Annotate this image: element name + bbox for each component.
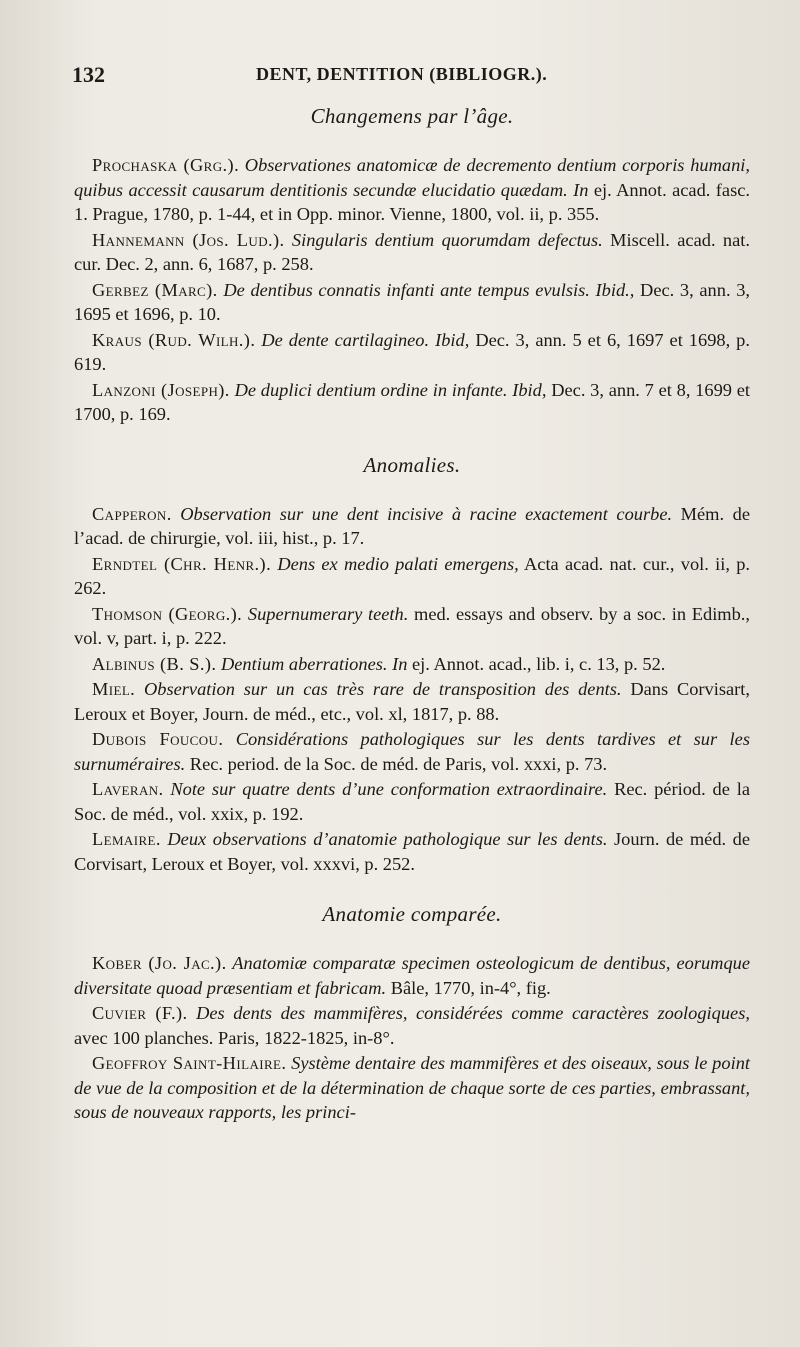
section-heading: Changemens par l’âge. xyxy=(310,104,514,128)
entry-title: Observation sur une dent incisive à racine exactement courbe. xyxy=(171,503,673,524)
page-header xyxy=(72,62,748,92)
entry-author: Dubois Foucou. xyxy=(92,729,224,749)
bibliography-entry xyxy=(74,378,750,427)
bibliography-entry xyxy=(74,677,750,726)
entry-title: Considérations pathologiques sur les dents tardives et sur les surnuméraires. xyxy=(74,729,750,774)
entry-author: Thomson (Georg.). xyxy=(92,603,243,624)
entry-author: Lanzoni (Joseph). xyxy=(92,379,230,400)
entry-title: Des dents des mammifères, considérées comme caractères zoologiques, xyxy=(187,1003,750,1023)
entry-title: Anatomiæ comparatæ specimen osteologicum de dentibus, eorumque diversitate quoad præsentiam et fabricam. xyxy=(74,953,751,998)
bibliography-entry xyxy=(74,153,750,227)
entry-citation: Miscell. acad. nat. cur. Dec. 2, ann. 6, 1687, p. 258. xyxy=(74,229,750,274)
entry-title: Dens ex medio palati emergens, xyxy=(271,553,519,574)
bibliography-entry xyxy=(74,228,750,277)
entry-title: Note sur quatre dents d’une conformation extraordinaire. xyxy=(163,779,608,799)
entry-title: Système dentaire des mammifères et des oiseaux, sous le point de vue de la composition et de la détermination de chaque sorte de ces parties, embrassant, sous de nouveaux rapports, les princi- xyxy=(74,1053,750,1122)
entry-citation: Journ. de méd. de Corvisart, Leroux et Boyer, vol. xxxvi, p. 252. xyxy=(74,829,750,874)
section-heading: Anomalies. xyxy=(363,452,461,477)
entry-citation: Rec. périod. de la Soc. de méd., vol. xxix, p. 192. xyxy=(74,779,750,824)
entry-citation: Rec. period. de la Soc. de méd. de Paris, vol. xxxi, p. 73. xyxy=(185,753,608,774)
entry-title: Deux observations d’anatomie pathologique sur les dents. xyxy=(160,829,608,849)
running-title: DENT, DENTITION (BIBLIOGR.). xyxy=(256,64,548,84)
entry-citation: Acta acad. nat. cur., vol. ii, p. 262. xyxy=(74,553,750,598)
entry-author: Lemaire. xyxy=(92,829,161,849)
entry-title: Observation sur un cas très rare de transposition des dents. xyxy=(135,679,622,699)
entry-author: Miel. xyxy=(92,679,136,699)
entry-author: Kober (Jo. Jac.). xyxy=(92,953,227,973)
entry-citation: Dans Corvisart, Leroux et Boyer, Journ. de méd., etc., vol. xl, 1817, p. 88. xyxy=(74,679,750,724)
entry-citation: ej. Annot. acad., lib. i, c. 13, p. 52. xyxy=(407,653,666,674)
entry-citation: med. essays and observ. by a soc. in Edimb., vol. v, part. i, p. 222. xyxy=(74,603,750,648)
entry-title: De duplici dentium ordine in infante. Ibid, xyxy=(229,379,547,400)
entry-citation: Dec. 3, ann. 5 et 6, 1697 et 1698, p. 619. xyxy=(74,329,750,374)
entry-author: Prochaska (Grg.). xyxy=(92,155,240,175)
entry-author: Erndtel (Chr. Henr.). xyxy=(92,553,272,574)
bibliography-entry xyxy=(74,328,750,377)
section-heading: Anatomie comparée. xyxy=(322,902,502,926)
bibliography-entry xyxy=(74,552,750,601)
entry-citation: ej. Annot. acad. fasc. 1. Prague, 1780, p. 1-44, et in Opp. minor. Vienne, 1800, vol. ii, p. 355. xyxy=(74,179,750,224)
bibliography-entry xyxy=(74,827,750,876)
entry-author: Kraus (Rud. Wilh.). xyxy=(92,329,256,350)
entry-citation: avec 100 planches. Paris, 1822-1825, in-8°. xyxy=(74,1027,395,1048)
entry-citation: Dec. 3, ann. 3, 1695 et 1696, p. 10. xyxy=(74,279,750,324)
entry-title: Singularis dentium quorumdam defectus. xyxy=(284,229,603,250)
bibliography-entry xyxy=(74,1001,750,1050)
entry-author: Albinus (B. S.). xyxy=(92,653,217,674)
entry-title: Observationes anatomicæ de decremento dentium corporis humani, quibus accessit causarum dentitionis secundæ elucidatio quædam. In xyxy=(74,155,750,200)
entry-citation: Mém. de l’acad. de chirurgie, vol. iii, hist., p. 17. xyxy=(74,503,750,548)
entry-author: Geoffroy Saint-Hilaire. xyxy=(92,1053,287,1073)
entry-title: De dente cartilagineo. Ibid, xyxy=(255,329,470,350)
bibliography-entry xyxy=(74,777,750,826)
entry-citation: Dec. 3, ann. 7 et 8, 1699 et 1700, p. 169. xyxy=(74,379,751,424)
entry-title: Dentium aberrationes. In xyxy=(216,653,408,674)
entry-author: Laveran. xyxy=(92,779,164,799)
bibliography-entry xyxy=(74,278,750,327)
entry-author: Cuvier (F.). xyxy=(92,1003,188,1023)
bibliography-entry xyxy=(74,502,750,551)
page-content xyxy=(74,104,750,1126)
entry-title: De dentibus connatis infanti ante tempus evulsis. Ibid., xyxy=(217,279,635,300)
entry-citation: Bâle, 1770, in-4°, fig. xyxy=(386,977,551,998)
page-number: 132 xyxy=(72,62,105,87)
bibliography-entry xyxy=(74,727,750,776)
entry-author: Gerbez (Marc). xyxy=(92,279,218,300)
entry-author: Capperon. xyxy=(92,503,172,524)
entry-title: Supernumerary teeth. xyxy=(242,603,409,624)
bibliography-entry xyxy=(74,951,750,1000)
bibliography-entry xyxy=(74,652,750,677)
bibliography-entry xyxy=(74,1051,750,1125)
bibliography-entry xyxy=(74,602,750,651)
entry-author: Hannemann (Jos. Lud.). xyxy=(92,229,285,250)
